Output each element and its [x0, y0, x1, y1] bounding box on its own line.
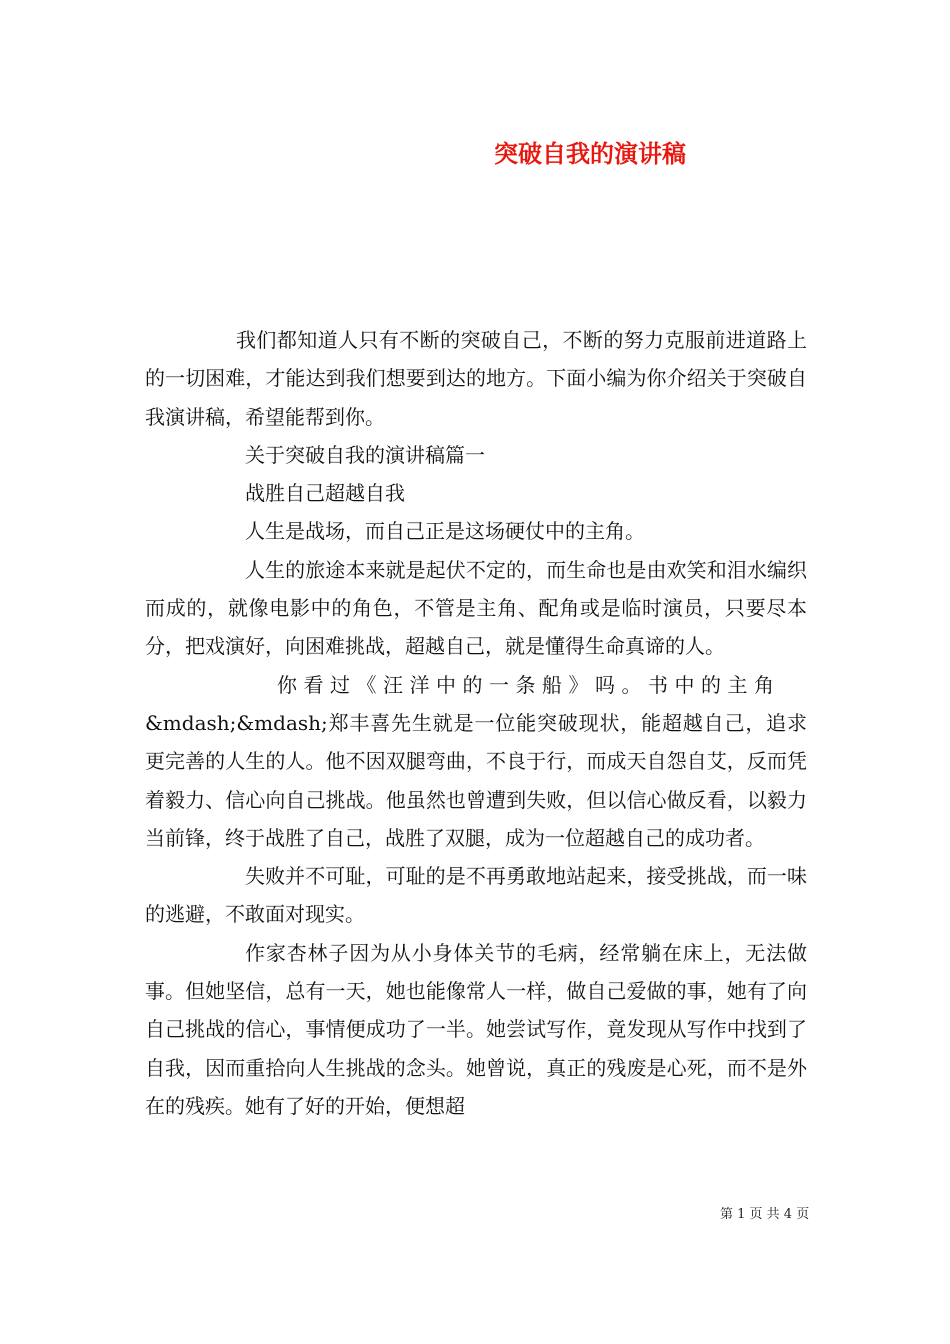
- paragraph-xing-linzi: 作家杏林子因为从小身体关节的毛病，经常躺在床上，无法做事。但她坚信，总有一天，她也能像常人一样，做自己爱做的事，她有了向自己挑战的信心，事情便成功了一半。她尝试写作，竟发现从写作中找到了自我，因而重拾向人生挑战的念头。她曾说，真正的残废是心死，而不是外在的残疾。她有了好的开始，便想超: [145, 940, 807, 1118]
- paragraph-zheng-fengxi: &mdash;&mdash;郑丰喜先生就是一位能突破现状，能超越自己，追求更完善的人生的人。他不因双腿弯曲，不良于行，而成天自怨自艾，反而凭着毅力、信心向自己挑战。他虽然也曾遭到失败，但以信心做反看，以毅力当前锋，终于战胜了自己，战胜了双腿，成为一位超越自己的成功者。: [145, 710, 807, 850]
- paragraph-failure: 失败并不可耻，可耻的是不再勇敢地站起来，接受挑战，而一味的逃避，不敢面对现实。: [145, 864, 807, 927]
- document-body: [145, 321, 807, 1125]
- document-title: 突破自我的演讲稿: [494, 139, 686, 168]
- paragraph-battlefield: 人生是战场，而自己正是这场硬仗中的主角。: [245, 519, 645, 544]
- paragraph-life-journey: 人生的旅途本来就是起伏不定的，而生命也是由欢笑和泪水编织而成的，就像电影中的角色，不管是主角、配角或是临时演员，只要尽本分，把戏演好，向困难挑战，超越自己，就是懂得生命真谛的人。: [145, 557, 807, 659]
- section-subheading: 战胜自己超越自我: [245, 481, 405, 506]
- paragraph-intro: 我们都知道人只有不断的突破自己，不断的努力克服前进道路上的一切困难，才能达到我们想要到达的地方。下面小编为你介绍关于突破自我演讲稿，希望能帮到你。: [145, 328, 807, 429]
- page-number: 第 1 页 共 4 页: [720, 1207, 810, 1222]
- section-heading: 关于突破自我的演讲稿篇一: [245, 442, 485, 467]
- paragraph-book-question: 你看过《汪洋中的一条船》吗。书中的主角: [277, 672, 781, 697]
